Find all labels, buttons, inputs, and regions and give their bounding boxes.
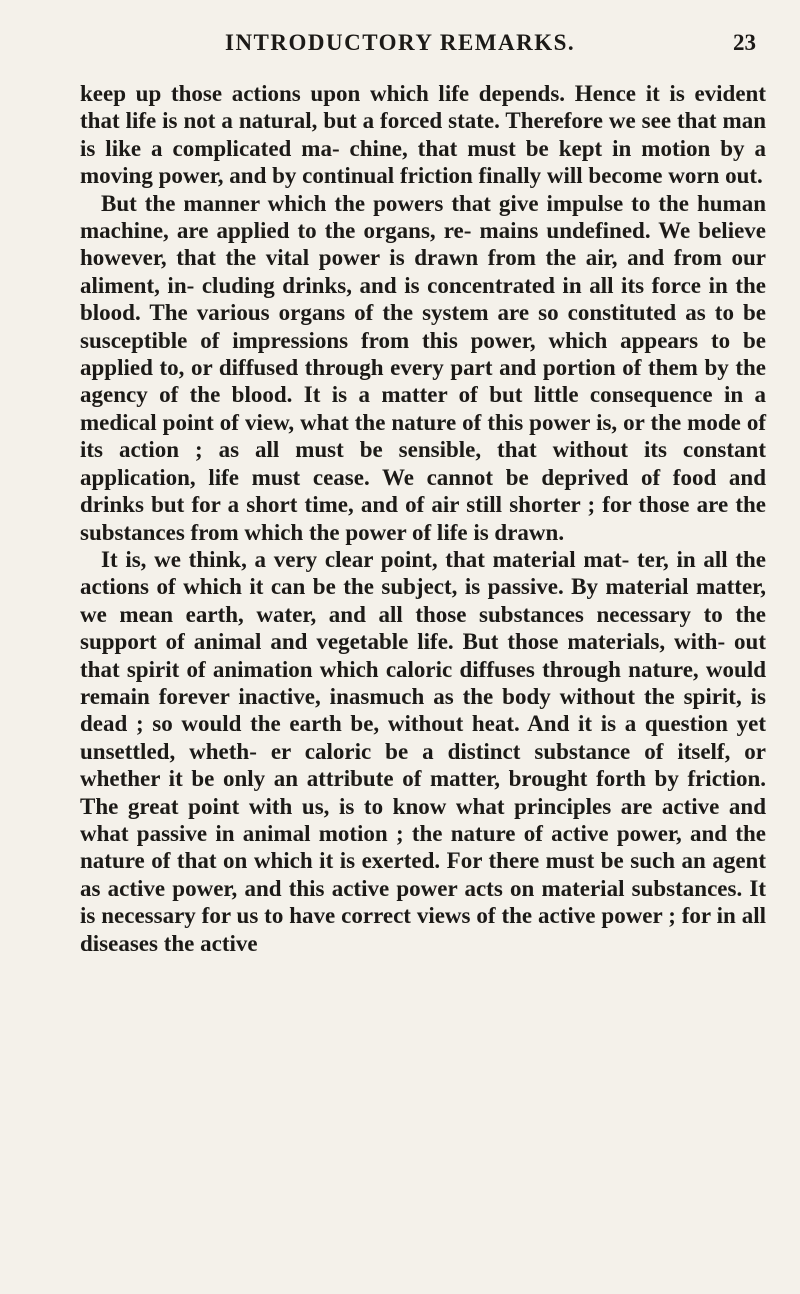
paragraph-2: But the manner which the powers that give impulse to the human machine, are applied to the organs, re- mains undefined. We believe however, that the vital power is drawn from the air, and from our aliment, in- cluding drinks, and is concentrated in all its force in the blood. The various organs of the system are so constituted as to be susceptible of impressions from this power, which appears to be applied to, or diffused through every part and portion of them by the agency of the blood. It is a matter of but little consequence in a medical point of view, what the nature of this power is, or the mode of its action ; as all must be sensible, that without its constant application, life must cease. We cannot be deprived of food and drinks but for a short time, and of air still shorter ; for those are the substances from which the power of life is drawn. [80,190,766,545]
body-text [80,80,766,957]
running-title: INTRODUCTORY REMARKS. [225,30,576,55]
page-number: 23 [733,30,756,55]
running-head [80,30,766,70]
paragraph-3: It is, we think, a very clear point, that material mat- ter, in all the actions of which it can be the subject, is passive. By material matter, we mean earth, water, and all those substances necessary to the support of animal and vegetable life. But those materials, with- out that spirit of animation which caloric diffuses through nature, would remain forever inactive, inasmuch as the body without the spirit, is dead ; so would the earth be, without heat. And it is a question yet unsettled, wheth- er caloric be a distinct substance of itself, or whether it be only an attribute of matter, brought forth by friction. The great point with us, is to know what principles are active and what passive in animal motion ; the nature of active power, and the nature of that on which it is exerted. For there must be such an agent as active power, and this active power acts on material substances. It is necessary for us to have correct views of the active power ; for in all diseases the active [80,546,766,956]
paragraph-1: keep up those actions upon which life depends. Hence it is evident that life is not a natural, but a forced state. Therefore we see that man is like a complicated ma- chine, that must be kept in motion by a moving power, and by continual friction finally will become worn out. [80,81,766,189]
